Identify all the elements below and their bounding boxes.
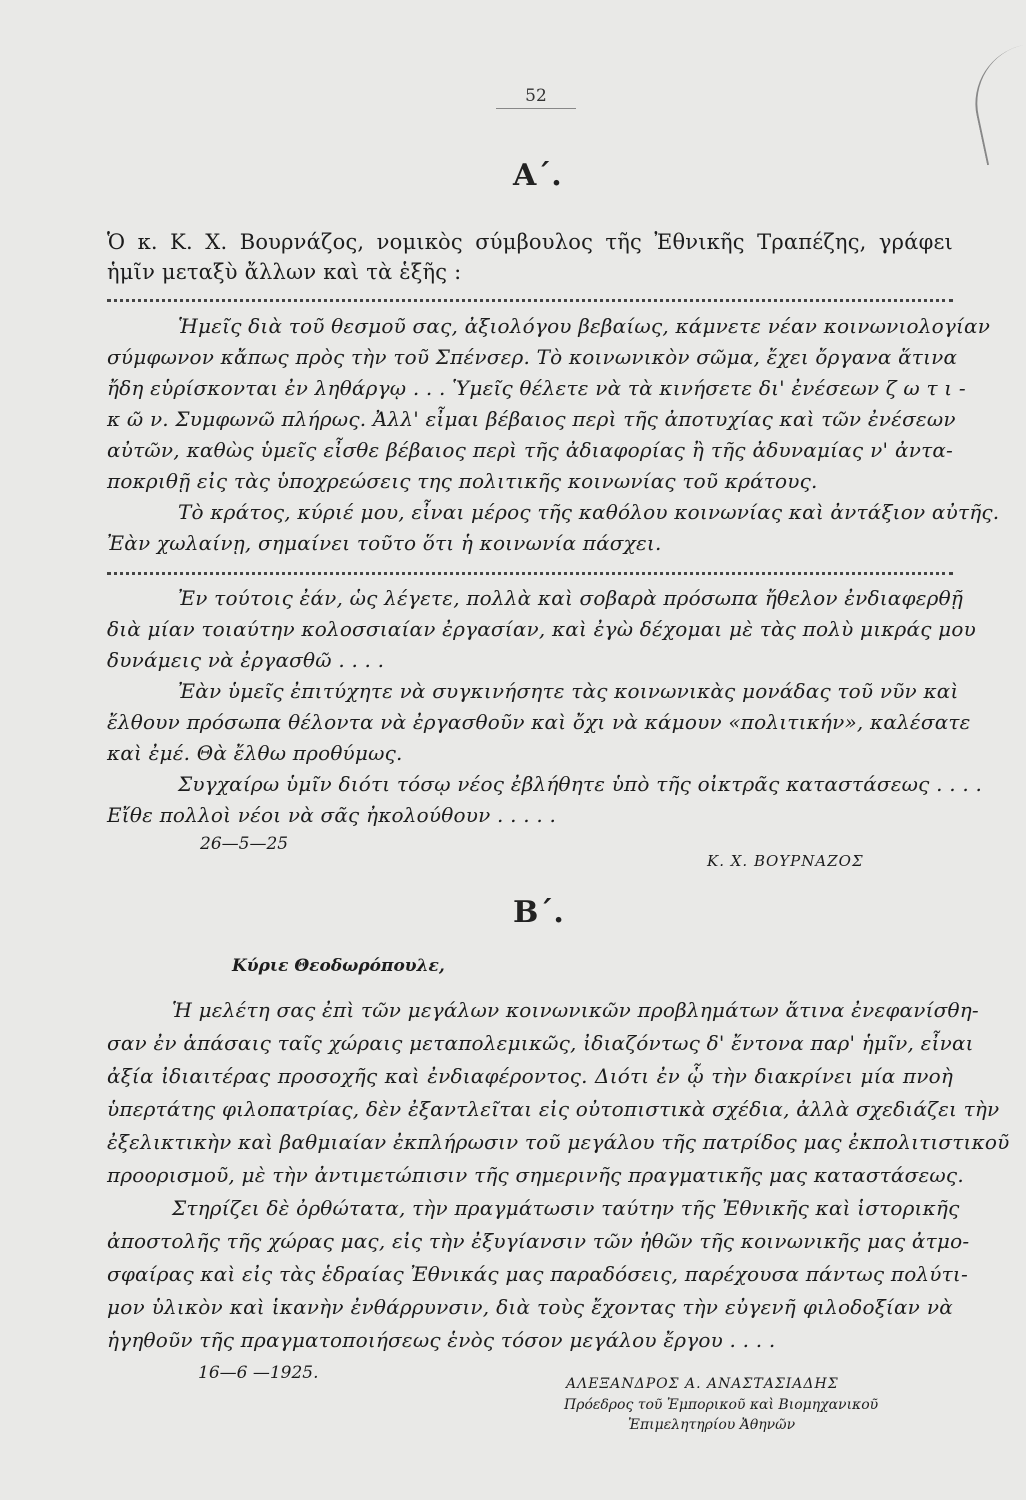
section-a-intro-line: Ὁ κ. Κ. Χ. Βουρνάζος, νομικὸς σύμβουλος τῆς Ἐθνικῆς Τραπέζης, γράφει [107,230,953,254]
letter-a-line: ποκριθῇ εἰς τὰς ὑποχρεώσεις της πολιτικῆς κοινωνίας τοῦ κράτους. [107,469,818,493]
letter-a-line: κ ῶ ν. Συμφωνῶ πλήρως. Ἀλλ' εἶμαι βέβαιος περὶ τῆς ἀποτυχίας καὶ τῶν ἐνέσεων [107,407,956,431]
section-a-heading: Α΄. [513,158,562,193]
letter-b-date: 16—6 —1925. [198,1363,319,1383]
letter-a-line: ἔλθουν πρόσωπα θέλοντα νὰ ἐργασθοῦν καὶ ὄχι νὰ κάμουν «πολιτικήν», καλέσατε [107,710,971,734]
section-b-heading: Β΄. [513,895,564,930]
section-a-intro-line: ἡμῖν μεταξὺ ἄλλων καὶ τὰ ἑξῆς : [107,260,462,284]
letter-b-signature-name: ΑΛΕΞΑΝΔΡΟΣ Α. ΑΝΑΣΤΑΣΙΑΔΗΣ [566,1376,839,1392]
letter-b-line: ὑπερτάτης φιλοπατρίας, δὲν ἐξαντλεῖται εἰς οὐτοπιστικὰ σχέδια, ἀλλὰ σχεδιάζει τὴν [107,1097,1000,1121]
letter-a-line: δυνάμεις νὰ ἐργασθῶ . . . . [107,648,385,672]
ellipsis-divider [107,558,953,575]
letter-b-line: Ἡ μελέτη σας ἐπὶ τῶν μεγάλων κοινωνικῶν προβλημάτων ἅτινα ἐνεφανίσθη- [172,998,979,1022]
letter-b-line: σαν ἐν ἁπάσαις ταῖς χώραις μεταπολεμικῶς, ἰδιαζόντως δ' ἔντονα παρ' ἡμῖν, εἶναι [107,1031,974,1055]
letter-a-line: Ἐὰν χωλαίνῃ, σημαίνει τοῦτο ὅτι ἡ κοινωνία πάσχει. [107,531,662,555]
letter-a-line: σύμφωνον κἄπως πρὸς τὴν τοῦ Σπένσερ. Τὸ κοινωνικὸν σῶμα, ἔχει ὄργανα ἅτινα [107,345,958,369]
letter-a-line: Ἡμεῖς διὰ τοῦ θεσμοῦ σας, ἀξιολόγου βεβαίως, κάμνετε νέαν κοινωνιολογίαν [178,314,991,338]
letter-b-salutation: Κύριε Θεοδωρόπουλε, [232,956,445,976]
ellipsis-divider [107,285,953,302]
letter-b-line: σφαίρας καὶ εἰς τὰς ἑδραίας Ἐθνικάς μας παραδόσεις, παρέχουσα πάντως πολύτι- [107,1262,968,1286]
letter-a-line: Ἐὰν ὑμεῖς ἐπιτύχητε νὰ συγκινήσητε τὰς κοινωνικὰς μονάδας τοῦ νῦν καὶ [178,679,959,703]
letter-b-signature-title: Ἐπιμελητηρίου Ἀθηνῶν [628,1417,796,1433]
letter-a-line: Ἐν τούτοις ἐάν, ὡς λέγετε, πολλὰ καὶ σοβαρὰ πρόσωπα ἤθελον ἐνδιαφερθῇ [178,586,964,610]
letter-b-line: μον ὑλικὸν καὶ ἱκανὴν ἐνθάρρυνσιν, διὰ τοὺς ἔχοντας τὴν εὐγενῆ φιλοδοξίαν νὰ [107,1295,953,1319]
letter-a-line: Τὸ κράτος, κύριέ μου, εἶναι μέρος τῆς καθόλου κοινωνίας καὶ ἀντάξιον αὐτῆς. [178,500,1000,524]
letter-b-line: ἀποστολῆς τῆς χώρας μας, εἰς τὴν ἐξυγίανσιν τῶν ἠθῶν τῆς κοινωνικῆς μας ἀτμο- [107,1229,970,1253]
page-curl-edge [964,45,1026,165]
letter-a-line: καὶ ἐμέ. Θὰ ἔλθω προθύμως. [107,741,403,765]
page-number: 52 [496,84,576,109]
letter-b-line: προορισμοῦ, μὲ τὴν ἀντιμετώπισιν τῆς σημερινῆς πραγματικῆς μας καταστάσεως. [107,1163,964,1187]
letter-a-line: Εἴθε πολλοὶ νέοι νὰ σᾶς ἠκολούθουν . . . . . [107,803,557,827]
letter-a-date: 26—5—25 [200,834,289,854]
letter-b-line: Στηρίζει δὲ ὀρθώτατα, τὴν πραγμάτωσιν ταύτην τῆς Ἐθνικῆς καὶ ἱστορικῆς [172,1196,960,1220]
letter-b-line: ἡγηθοῦν τῆς πραγματοποιήσεως ἑνὸς τόσον μεγάλου ἔργου . . . . [107,1328,776,1352]
letter-b-line: ἀξία ἰδιαιτέρας προσοχῆς καὶ ἐνδιαφέροντος. Διότι ἐν ᾧ τὴν διακρίνει μία πνοὴ [107,1064,953,1088]
letter-b-line: ἐξελικτικὴν καὶ βαθμιαίαν ἐκπλήρωσιν τοῦ μεγάλου τῆς πατρίδος μας ἐκπολιτιστικοῦ [107,1130,1010,1154]
letter-a-line: διὰ μίαν τοιαύτην κολοσσιαίαν ἐργασίαν, καὶ ἐγὼ δέχομαι μὲ τὰς πολὺ μικράς μου [107,617,976,641]
letter-a-signature: Κ. Χ. ΒΟΥΡΝΑΖΟΣ [707,852,864,870]
letter-a-line: ἤδη εὑρίσκονται ἐν ληθάργῳ . . . Ὑμεῖς θέλετε νὰ τὰ κινήσετε δι' ἐνέσεων ζ ω τ ι - [107,376,966,400]
letter-a-line: αὐτῶν, καθὼς ὑμεῖς εἶσθε βέβαιος περὶ τῆς ἀδιαφορίας ἢ τῆς ἀδυναμίας ν' ἀντα- [107,438,953,462]
letter-a-line: Συγχαίρω ὑμῖν διότι τόσῳ νέος ἐβλήθητε ὑπὸ τῆς οἰκτρᾶς καταστάσεως . . . . [178,772,983,796]
letter-b-signature-title: Πρόεδρος τοῦ Ἐμπορικοῦ καὶ Βιομηχανικοῦ [564,1397,879,1413]
